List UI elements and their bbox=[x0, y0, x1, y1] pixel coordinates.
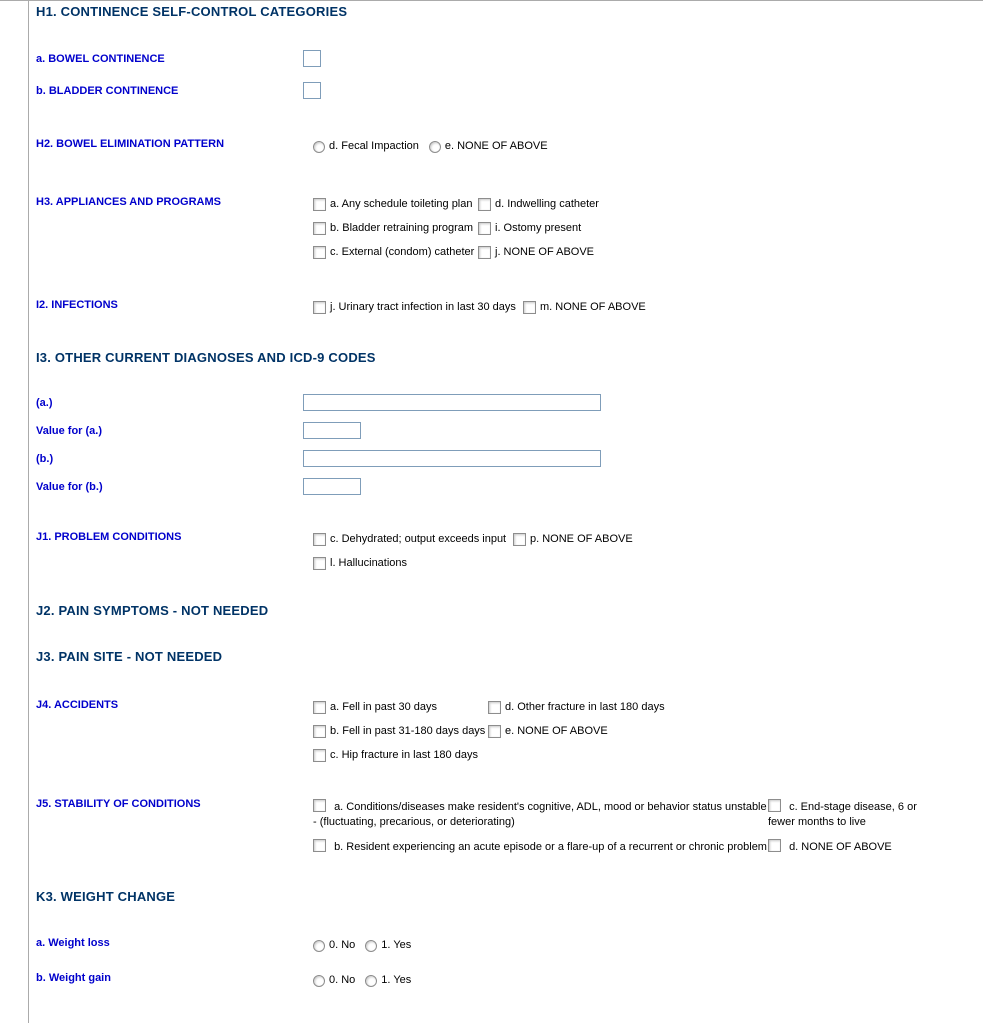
field-label-h2: H2. BOWEL ELIMINATION PATTERN bbox=[36, 138, 225, 150]
checkbox-label: a. Any schedule toileting plan bbox=[330, 198, 473, 210]
checkbox-option-j5-none[interactable] bbox=[768, 839, 923, 855]
field-row-h3 bbox=[36, 193, 969, 260]
checkbox-option-dehydrated[interactable] bbox=[313, 532, 513, 547]
checkbox-label: c. External (condom) catheter bbox=[330, 246, 475, 258]
section-title-i3: I3. OTHER CURRENT DIAGNOSES AND ICD-9 CODES bbox=[36, 350, 376, 365]
checkbox-option-h3-none[interactable] bbox=[478, 245, 594, 260]
end-stage-checkbox[interactable] bbox=[768, 799, 781, 812]
field-label-j5: J5. STABILITY OF CONDITIONS bbox=[36, 798, 201, 810]
h2-option-row bbox=[313, 139, 969, 154]
checkbox-label: c. End-stage disease, 6 or fewer months to live bbox=[768, 801, 917, 828]
weight-loss-option-row bbox=[313, 938, 969, 953]
fell-30-checkbox[interactable] bbox=[313, 701, 326, 714]
checkbox-label: d. Other fracture in last 180 days bbox=[505, 701, 665, 713]
section-title-h1: H1. CONTINENCE SELF-CONTROL CATEGORIES bbox=[36, 4, 348, 19]
checkbox-label: p. NONE OF ABOVE bbox=[530, 533, 633, 545]
diagnosis-a-control bbox=[303, 394, 969, 411]
radio-option-weight-gain-yes[interactable] bbox=[365, 973, 411, 988]
j5-option-row-2 bbox=[313, 839, 969, 855]
diagnosis-b-input[interactable] bbox=[303, 450, 601, 467]
radio-option-weight-loss-no[interactable] bbox=[313, 938, 355, 953]
radio-label: 1. Yes bbox=[381, 974, 412, 986]
diagnosis-b-control bbox=[303, 450, 969, 467]
bladder-continence-control bbox=[303, 82, 969, 99]
weight-gain-no-radio[interactable] bbox=[313, 975, 325, 987]
checkbox-label: l. Hallucinations bbox=[330, 557, 408, 569]
field-row-j1 bbox=[36, 528, 969, 571]
checkbox-option-toileting-plan[interactable] bbox=[313, 197, 478, 212]
weight-loss-options bbox=[303, 934, 969, 953]
field-label-value-b: Value for (b.) bbox=[36, 481, 103, 493]
j5-none-checkbox[interactable] bbox=[768, 839, 781, 852]
checkbox-option-condom-catheter[interactable] bbox=[313, 245, 478, 260]
j5-option-row-1 bbox=[313, 799, 969, 830]
section-title-j3: J3. PAIN SITE - NOT NEEDED bbox=[36, 649, 223, 664]
h2-options bbox=[303, 135, 969, 154]
field-row-value-b bbox=[36, 478, 969, 495]
checkbox-label: d. NONE OF ABOVE bbox=[789, 841, 892, 853]
checkbox-option-fell-30[interactable] bbox=[313, 700, 488, 715]
h3-option-row-3 bbox=[313, 245, 969, 260]
j1-option-row-1 bbox=[313, 532, 969, 547]
checkbox-option-j4-none[interactable] bbox=[488, 724, 608, 739]
fecal-impaction-radio[interactable] bbox=[313, 141, 325, 153]
bowel-continence-control bbox=[303, 50, 969, 67]
field-row-j5 bbox=[36, 795, 969, 855]
j4-options bbox=[303, 696, 969, 763]
unstable-conditions-checkbox[interactable] bbox=[313, 799, 326, 812]
checkbox-option-unstable-conditions[interactable] bbox=[313, 799, 768, 830]
weight-loss-yes-radio[interactable] bbox=[365, 940, 377, 952]
checkbox-option-acute-episode[interactable] bbox=[313, 839, 768, 855]
fell-31-180-checkbox[interactable] bbox=[313, 725, 326, 738]
radio-option-fecal-impaction[interactable] bbox=[313, 139, 419, 154]
weight-gain-option-row bbox=[313, 973, 969, 988]
radio-label: 0. No bbox=[329, 974, 356, 986]
checkbox-option-indwelling-catheter[interactable] bbox=[478, 197, 599, 212]
j1-none-checkbox[interactable] bbox=[513, 533, 526, 546]
checkbox-option-end-stage[interactable] bbox=[768, 799, 923, 830]
checkbox-label: c. Dehydrated; output exceeds input bbox=[330, 533, 507, 545]
checkbox-option-hip-fracture[interactable] bbox=[313, 748, 478, 763]
field-label-i2: I2. INFECTIONS bbox=[36, 299, 118, 311]
radio-label: d. Fecal Impaction bbox=[329, 140, 419, 152]
field-row-value-a bbox=[36, 422, 969, 439]
j1-options bbox=[303, 528, 969, 571]
checkbox-label: b. Fell in past 31-180 days days bbox=[330, 725, 486, 737]
hip-fracture-checkbox[interactable] bbox=[313, 749, 326, 762]
i2-options bbox=[303, 296, 969, 315]
other-fracture-checkbox[interactable] bbox=[488, 701, 501, 714]
condom-catheter-checkbox[interactable] bbox=[313, 246, 326, 259]
radio-option-weight-loss-yes[interactable] bbox=[365, 938, 411, 953]
field-label-bowel-continence: a. BOWEL CONTINENCE bbox=[36, 53, 165, 65]
diagnosis-a-input[interactable] bbox=[303, 394, 601, 411]
field-label-weight-gain: b. Weight gain bbox=[36, 972, 111, 984]
section-title-j2: J2. PAIN SYMPTOMS - NOT NEEDED bbox=[36, 603, 269, 618]
j4-none-checkbox[interactable] bbox=[488, 725, 501, 738]
checkbox-option-bladder-retraining[interactable] bbox=[313, 221, 478, 236]
j1-option-row-2 bbox=[313, 556, 969, 571]
radio-label: e. NONE OF ABOVE bbox=[444, 140, 548, 152]
j4-option-row-3 bbox=[313, 748, 969, 763]
checkbox-option-hallucinations[interactable] bbox=[313, 556, 407, 571]
field-label-j4: J4. ACCIDENTS bbox=[36, 699, 119, 711]
indwelling-catheter-checkbox[interactable] bbox=[478, 198, 491, 211]
hallucinations-checkbox[interactable] bbox=[313, 557, 326, 570]
checkbox-label: m. NONE OF ABOVE bbox=[540, 301, 646, 313]
value-b-control bbox=[303, 478, 969, 495]
field-label-value-a: Value for (a.) bbox=[36, 425, 103, 437]
i2-option-row bbox=[313, 300, 969, 315]
j4-option-row-1 bbox=[313, 700, 969, 715]
dehydrated-checkbox[interactable] bbox=[313, 533, 326, 546]
field-label-h3: H3. APPLIANCES AND PROGRAMS bbox=[36, 196, 221, 208]
weight-loss-no-radio[interactable] bbox=[313, 940, 325, 952]
field-row-diagnosis-a bbox=[36, 394, 969, 411]
acute-episode-checkbox[interactable] bbox=[313, 839, 326, 852]
checkbox-label: d. Indwelling catheter bbox=[495, 198, 599, 210]
bladder-continence-input[interactable] bbox=[303, 82, 321, 99]
checkbox-option-fell-31-180[interactable] bbox=[313, 724, 488, 739]
h3-option-row-2 bbox=[313, 221, 969, 236]
h3-none-checkbox[interactable] bbox=[478, 246, 491, 259]
checkbox-label: b. Resident experiencing an acute episode or a flare-up of a recurrent or chronic problem bbox=[334, 841, 767, 853]
checkbox-option-i2-none[interactable] bbox=[523, 300, 646, 315]
j5-options bbox=[303, 795, 969, 855]
field-row-h2 bbox=[36, 135, 969, 154]
bladder-retraining-checkbox[interactable] bbox=[313, 222, 326, 235]
section-title-k3: K3. WEIGHT CHANGE bbox=[36, 889, 176, 904]
field-label-bladder-continence: b. BLADDER CONTINENCE bbox=[36, 85, 179, 97]
checkbox-label: e. NONE OF ABOVE bbox=[505, 725, 608, 737]
field-row-weight-gain bbox=[36, 969, 969, 988]
checkbox-label: a. Fell in past 30 days bbox=[330, 701, 438, 713]
radio-label: 1. Yes bbox=[381, 939, 412, 951]
checkbox-label: b. Bladder retraining program bbox=[330, 222, 474, 234]
weight-gain-yes-radio[interactable] bbox=[365, 975, 377, 987]
checkbox-option-j1-none[interactable] bbox=[513, 532, 633, 547]
field-row-bladder-continence bbox=[36, 82, 969, 99]
h2-none-radio[interactable] bbox=[429, 141, 441, 153]
field-label-diagnosis-a: (a.) bbox=[36, 397, 53, 409]
field-row-diagnosis-b bbox=[36, 450, 969, 467]
bowel-continence-input[interactable] bbox=[303, 50, 321, 67]
j4-option-row-2 bbox=[313, 724, 969, 739]
field-label-j1: J1. PROBLEM CONDITIONS bbox=[36, 531, 182, 543]
checkbox-option-ostomy[interactable] bbox=[478, 221, 581, 236]
checkbox-label: i. Ostomy present bbox=[495, 222, 582, 234]
checkbox-option-uti[interactable] bbox=[313, 300, 523, 315]
h3-options bbox=[303, 193, 969, 260]
field-row-i2 bbox=[36, 296, 969, 315]
ostomy-checkbox[interactable] bbox=[478, 222, 491, 235]
field-label-weight-loss: a. Weight loss bbox=[36, 937, 110, 949]
checkbox-label: c. Hip fracture in last 180 days bbox=[330, 749, 478, 761]
field-row-weight-loss bbox=[36, 934, 969, 953]
field-row-j4 bbox=[36, 696, 969, 763]
checkbox-label: a. Conditions/diseases make resident's cognitive, ADL, mood or behavior status unstable - (fluctuating, precarious, or deteriorating) bbox=[313, 801, 767, 828]
field-row-bowel-continence bbox=[36, 50, 969, 67]
weight-gain-options bbox=[303, 969, 969, 988]
uti-checkbox[interactable] bbox=[313, 301, 326, 314]
i2-none-checkbox[interactable] bbox=[523, 301, 536, 314]
field-label-diagnosis-b: (b.) bbox=[36, 453, 54, 465]
h3-option-row-1 bbox=[313, 197, 969, 212]
toileting-plan-checkbox[interactable] bbox=[313, 198, 326, 211]
value-a-input[interactable] bbox=[303, 422, 361, 439]
value-b-input[interactable] bbox=[303, 478, 361, 495]
checkbox-label: j. Urinary tract infection in last 30 days bbox=[330, 301, 516, 313]
radio-label: 0. No bbox=[329, 939, 356, 951]
value-a-control bbox=[303, 422, 969, 439]
radio-option-h2-none[interactable] bbox=[429, 139, 548, 154]
checkbox-option-other-fracture[interactable] bbox=[488, 700, 665, 715]
checkbox-label: j. NONE OF ABOVE bbox=[495, 246, 595, 258]
radio-option-weight-gain-no[interactable] bbox=[313, 973, 355, 988]
